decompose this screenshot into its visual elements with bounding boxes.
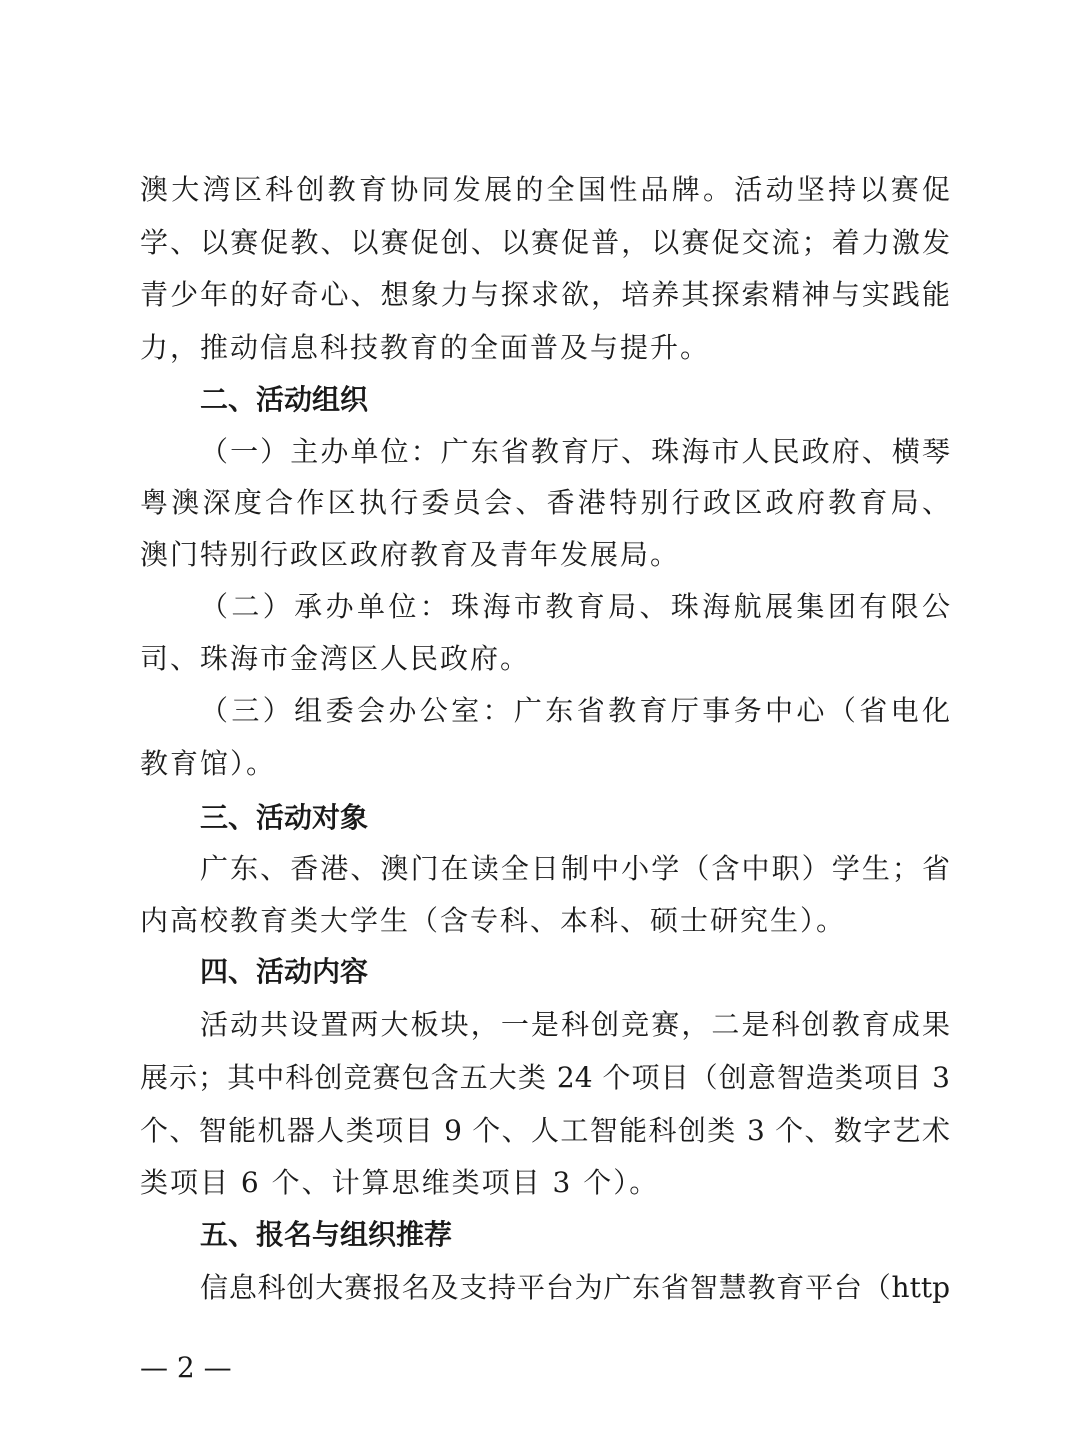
section-heading: 二、活动组织: [200, 383, 369, 416]
body-text-line: 青少年的好奇心、想象力与探求欲，培养其探索精神与实践能: [140, 278, 950, 311]
body-text-line: （一）主办单位：广东省教育厅、珠海市人民政府、横琴: [200, 435, 950, 468]
body-text-line: （二）承办单位：珠海市教育局、珠海航展集团有限公: [200, 590, 950, 623]
body-text-line: 信息科创大赛报名及支持平台为广东省智慧教育平台（http: [200, 1271, 950, 1304]
body-text-line: 力，推动信息科技教育的全面普及与提升。: [140, 331, 711, 364]
body-text-line: 个、智能机器人类项目 9 个、人工智能科创类 3 个、数字艺术: [140, 1114, 950, 1147]
body-text-line: 展示；其中科创竞赛包含五大类 24 个项目（创意智造类项目 3: [140, 1061, 950, 1094]
body-text-line: （三）组委会办公室：广东省教育厅事务中心（省电化: [200, 694, 950, 727]
body-text-line: 内高校教育类大学生（含专科、本科、硕士研究生）。: [140, 904, 847, 937]
body-text-line: 澳门特别行政区政府教育及青年发展局。: [140, 538, 681, 571]
body-text-line: 类项目 6 个、计算思维类项目 3 个）。: [140, 1166, 660, 1199]
body-text-line: 司、珠海市金湾区人民政府。: [140, 642, 531, 675]
section-heading: 三、活动对象: [200, 801, 369, 834]
body-text-line: 澳大湾区科创教育协同发展的全国性品牌。活动坚持以赛促: [140, 173, 950, 206]
body-text-line: 学、以赛促教、以赛促创、以赛促普，以赛促交流；着力激发: [140, 226, 950, 259]
body-text-line: 教育馆）。: [140, 747, 277, 780]
body-text-line: 活动共设置两大板块，一是科创竞赛，二是科创教育成果: [200, 1008, 950, 1041]
section-heading: 四、活动内容: [200, 955, 369, 988]
body-text-line: 粤澳深度合作区执行委员会、香港特别行政区政府教育局、: [140, 486, 950, 519]
section-heading: 五、报名与组织推荐: [200, 1218, 453, 1251]
body-text-line: 广东、香港、澳门在读全日制中小学（含中职）学生；省: [200, 852, 950, 885]
page-number: — 2 —: [140, 1351, 232, 1384]
